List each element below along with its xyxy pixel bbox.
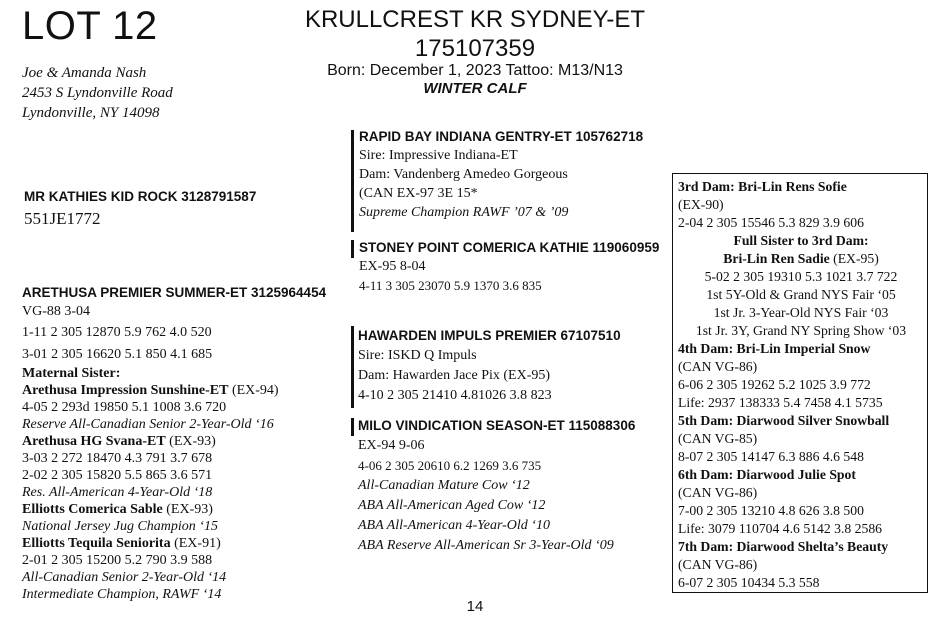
sire-dam-bar [351, 240, 354, 258]
sister-record: 2-01 2 305 15200 5.2 790 3.9 588 [22, 553, 213, 568]
sire-code: 551JE1772 [24, 209, 101, 228]
dam-score: VG-88 3-04 [22, 304, 91, 319]
sire-dam-block [359, 238, 659, 295]
sister-entry: Elliotts Tequila Seniorita (EX-91) [22, 536, 221, 551]
sister-award: Intermediate Champion, RAWF ‘14 [22, 587, 222, 602]
fourth-dam-record: 6-06 2 305 19262 5.2 1025 3.9 772 [678, 377, 871, 392]
seventh-dam-record: 6-07 2 305 10434 5.3 558 [678, 575, 820, 590]
fifth-dam-label: 5th Dam: Diarwood Silver Snowball [678, 413, 890, 428]
dam-dam-award: ABA All-American Aged Cow ‘12 [358, 498, 546, 513]
sister-award: National Jersey Jug Champion ‘15 [22, 519, 218, 534]
sire-sire-bar [351, 130, 354, 232]
dam-dam-bar [351, 418, 354, 436]
dam-dam-score: EX-94 9-06 [358, 438, 425, 453]
sixth-dam-life: Life: 3079 110704 4.6 5142 3.8 2586 [678, 521, 883, 536]
sire-sire-line: Sire: Impressive Indiana-ET [359, 148, 518, 163]
third-dam-score: (EX-90) [678, 197, 724, 212]
fourth-dam-label: 4th Dam: Bri-Lin Imperial Snow [678, 341, 871, 356]
fourth-dam-score: (CAN VG-86) [678, 359, 758, 374]
third-dam-record: 2-04 2 305 15546 5.3 829 3.9 606 [678, 215, 864, 230]
sire-sire-award: Supreme Champion RAWF ’07 & ’09 [359, 205, 569, 220]
dam-block [22, 283, 326, 603]
extended-pedigree-box [672, 173, 928, 593]
seventh-dam-score: (CAN VG-86) [678, 557, 758, 572]
maternal-sister-label: Maternal Sister: [22, 366, 121, 381]
owner-street: 2453 S Lyndonville Road [22, 85, 173, 101]
owner-name: Joe & Amanda Nash [22, 65, 147, 81]
sixth-dam-label: 6th Dam: Diarwood Julie Spot [678, 467, 856, 482]
full-sister-label: Full Sister to 3rd Dam: [733, 233, 869, 248]
class-label: WINTER CALF [423, 80, 527, 97]
full-sister-award: 1st 5Y-Old & Grand NYS Fair ‘05 [706, 287, 896, 302]
lot-number: LOT 12 [22, 4, 158, 48]
dam-sire-record: 4-10 2 305 21410 4.81026 3.8 823 [358, 388, 552, 403]
sister-record: 3-03 2 272 18470 4.3 791 3.7 678 [22, 451, 213, 466]
full-sister-award: 1st Jr. 3Y, Grand NY Spring Show ‘03 [695, 323, 907, 338]
dam-sire-name: HAWARDEN IMPULS PREMIER 67107510 [358, 328, 621, 343]
sister-award: Res. All-American 4-Year-Old ‘18 [22, 485, 213, 500]
dam-dam-award: ABA All-American 4-Year-Old ‘10 [358, 518, 550, 533]
dam-name: ARETHUSA PREMIER SUMMER-ET 3125964454 [22, 285, 327, 300]
birth-info: Born: December 1, 2023 Tattoo: M13/N13 [327, 62, 623, 79]
full-sister-award: 1st Jr. 3-Year-Old NYS Fair ‘03 [713, 305, 889, 320]
dam-record: 1-11 2 305 12870 5.9 762 4.0 520 [22, 325, 212, 340]
sire-name: MR KATHIES KID ROCK 3128791587 [24, 189, 257, 204]
owner-city: Lyndonville, NY 14098 [22, 105, 160, 121]
sister-award: All-Canadian Senior 2-Year-Old ‘14 [22, 570, 227, 585]
dam-dam-block [358, 416, 635, 556]
fourth-dam-life: Life: 2937 138333 5.4 7458 4.1 5735 [678, 395, 883, 410]
dam-dam-name: MILO VINDICATION SEASON-ET 115088306 [358, 418, 636, 433]
page-number: 14 [466, 598, 484, 615]
sister-entry: Arethusa HG Svana-ET (EX-93) [22, 434, 216, 449]
full-sister-record: 5-02 2 305 19310 5.3 1021 3.7 722 [704, 269, 898, 284]
sire-dam-record: 4-11 3 305 23070 5.9 1370 3.6 835 [359, 278, 542, 293]
sire-sire-name: RAPID BAY INDIANA GENTRY-ET 105762718 [359, 129, 644, 144]
sixth-dam-score: (CAN VG-86) [678, 485, 758, 500]
animal-name: KRULLCREST KR SYDNEY-ET [304, 6, 646, 33]
fifth-dam-score: (CAN VG-85) [678, 431, 758, 446]
dam-sire-line: Dam: Hawarden Jace Pix (EX-95) [358, 368, 551, 383]
sire-sire-line: (CAN EX-97 3E 15* [359, 186, 478, 201]
sister-entry: Arethusa Impression Sunshine-ET (EX-94) [22, 383, 279, 398]
dam-sire-line: Sire: ISKD Q Impuls [358, 348, 477, 363]
sixth-dam-record: 7-00 2 305 13210 4.8 626 3.8 500 [678, 503, 864, 518]
sire-sire-line: Dam: Vandenberg Amedeo Gorgeous [359, 167, 568, 182]
dam-record: 3-01 2 305 16620 5.1 850 4.1 685 [22, 347, 213, 362]
dam-dam-award: ABA Reserve All-American Sr 3-Year-Old ‘09 [358, 538, 614, 553]
sister-award: Reserve All-Canadian Senior 2-Year-Old ‘16 [22, 417, 274, 432]
sister-record: 2-02 2 305 15820 5.5 865 3.6 571 [22, 468, 213, 483]
dam-sire-block [358, 326, 621, 406]
seventh-dam-label: 7th Dam: Diarwood Shelta’s Beauty [678, 539, 889, 554]
dam-dam-record: 4-06 2 305 20610 6.2 1269 3.6 735 [358, 458, 542, 473]
sister-entry: Elliotts Comerica Sable (EX-93) [22, 502, 213, 517]
sire-dam-score: EX-95 8-04 [359, 259, 426, 274]
registration-number: 175107359 [414, 35, 536, 62]
dam-sire-bar [351, 326, 354, 408]
full-sister-entry: Bri-Lin Ren Sadie (EX-95) [723, 251, 879, 266]
sire-dam-name: STONEY POINT COMERICA KATHIE 119060959 [359, 240, 660, 255]
sister-record: 4-05 2 293d 19850 5.1 1008 3.6 720 [22, 400, 227, 415]
sire-sire-block [359, 127, 643, 222]
fifth-dam-record: 8-07 2 305 14147 6.3 886 4.6 548 [678, 449, 864, 464]
third-dam-label: 3rd Dam: Bri-Lin Rens Sofie [678, 179, 847, 194]
dam-dam-award: All-Canadian Mature Cow ‘12 [358, 478, 530, 493]
